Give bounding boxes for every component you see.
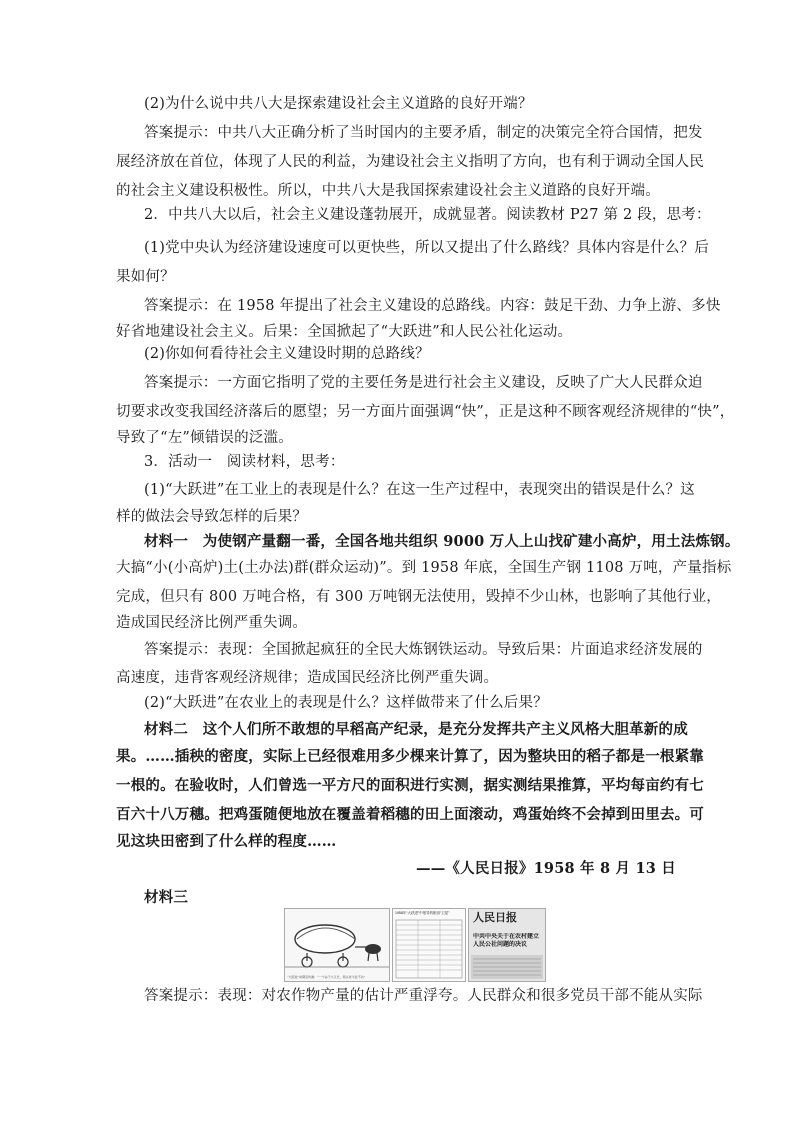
answer-hint-paragraph: 切要求改变我国经济落后的愿望；另一方面片面强调“快”，正是这种不顾客观经济规律的“快”， — [116, 404, 735, 420]
section-2-heading: 2．中共八大以后，社会主义建设蓬勃展开，成就显著。阅读教材 P27 第 2 段，思考： — [144, 207, 711, 223]
question-2-heading: (2)为什么说中共八大是探索建设社会主义道路的良好开端？ — [144, 96, 533, 112]
answer-hint-paragraph: 答案提示：一方面它指明了党的主要任务是进行社会主义建设，反映了广大人民群众迫 — [144, 375, 703, 391]
cartoon-caption: “大跃进”时期宣传画：“一个谷子大又长，两头老牛拉不动” — [287, 975, 366, 979]
material-2-paragraph: 见这块田密到了什么样的程度…… — [116, 833, 337, 850]
cartoon-image — [284, 908, 390, 982]
ox-cart-illustration — [285, 909, 389, 981]
grain-table-image — [392, 908, 466, 982]
material-2-paragraph: 材料二 这个人们所不敢想的早稻高产纪录，是充分发挥共产主义风格大胆革新的成 — [144, 721, 688, 738]
answer-hint-paragraph: 答案提示：中共八大正确分析了当时国内的主要矛盾，制定的决策完全符合国情，把发 — [144, 125, 703, 141]
question-1-heading: (1)党中央认为经济建设速度可以更快些，所以又提出了什么路线？具体内容是什么？后 — [144, 240, 710, 256]
answer-hint-paragraph: 高速度，违背客观经济规律；造成国民经济比例严重失调。 — [116, 670, 499, 686]
answer-hint-paragraph: 答案提示：表现：全国掀起疯狂的全民大炼钢铁运动。导致后果：片面追求经济发展的 — [144, 642, 703, 658]
question-1-heading: 果如何？ — [116, 269, 175, 285]
source-citation: ——《人民日报》1958 年 8 月 13 日 — [416, 860, 676, 877]
answer-hint-paragraph: 答案提示：表现：对农作物产量的估计严重浮夸。人民群众和很多党员干部不能从实际 — [144, 988, 703, 1004]
answer-hint-paragraph: 导致了“左”倾错误的泛滥。 — [116, 430, 293, 446]
answer-hint-paragraph: 好省地建设社会主义。后果：全国掀起了“大跃进”和人民公社化运动。 — [116, 324, 573, 340]
question-2-heading: (2)你如何看待社会主义建设时期的总路线？ — [144, 346, 430, 362]
newspaper-masthead: 人民日报 — [473, 911, 517, 924]
newspaper-headline: 中共中央关于在农村建立人民公社问题的决议 — [473, 933, 540, 948]
question-1-heading: (1)“大跃进”在工业上的表现是什么？在这一生产过程中，表现突出的错误是什么？这 — [144, 482, 695, 498]
material-3-label: 材料三 — [144, 889, 189, 906]
answer-hint-paragraph: 答案提示：在 1958 年提出了社会主义建设的总路线。内容：鼓足干劲、力争上游、多快 — [144, 298, 721, 314]
activity-heading: 3．活动一 阅读材料，思考： — [144, 454, 345, 470]
material-1-paragraph: 大搞“小(小高炉)土(土办法)群(群众运动)”。到 1958 年底，全国生产钢 1108 万吨，产量指标 — [116, 560, 732, 576]
question-2-heading: (2)“大跃进”在农业上的表现是什么？这样做带来了什么后果？ — [144, 695, 548, 711]
newspaper-image — [468, 908, 546, 982]
material-2-paragraph: 一根的。在验收时，人们曾选一平方尺的面积进行实测，据实测结果推算，平均每亩约有七 — [116, 777, 704, 794]
table-rows-graphic — [393, 909, 465, 981]
material-2-paragraph: 果。……插秧的密度，实际上已经很难用多少棵来计算了，因为整块田的稻子都是一根紧靠 — [116, 748, 704, 765]
material-3-figures — [284, 908, 546, 980]
answer-hint-paragraph: 的社会主义建设积极性。所以，中共八大是我国探索建设社会主义道路的良好开端。 — [116, 183, 660, 199]
material-2-paragraph: 百六十八万穗。把鸡蛋随便地放在覆盖着稻穗的田上面滚动，鸡蛋始终不会掉到田里去。可 — [116, 806, 704, 823]
material-1-paragraph: 材料一 为使钢产量翻一番，全国各地共组织 9000 万人上山找矿建小高炉，用土法炼钢。 — [144, 533, 740, 550]
table-heading: 1958年“大跃进”中报导的粮食“卫星” — [395, 911, 450, 915]
question-1-heading: 样的做法会导致怎样的后果？ — [116, 509, 308, 525]
material-1-paragraph: 完成，但只有 800 万吨合格，有 300 万吨钢无法使用，毁掉不少山林，也影响了其他行业， — [116, 589, 721, 605]
answer-hint-paragraph: 展经济放在首位，体现了人民的利益，为建设社会主义指明了方向，也有利于调动全国人民 — [116, 154, 704, 170]
material-1-paragraph: 造成国民经济比例严重失调。 — [116, 615, 308, 631]
newspaper-columns-graphic — [469, 909, 545, 981]
